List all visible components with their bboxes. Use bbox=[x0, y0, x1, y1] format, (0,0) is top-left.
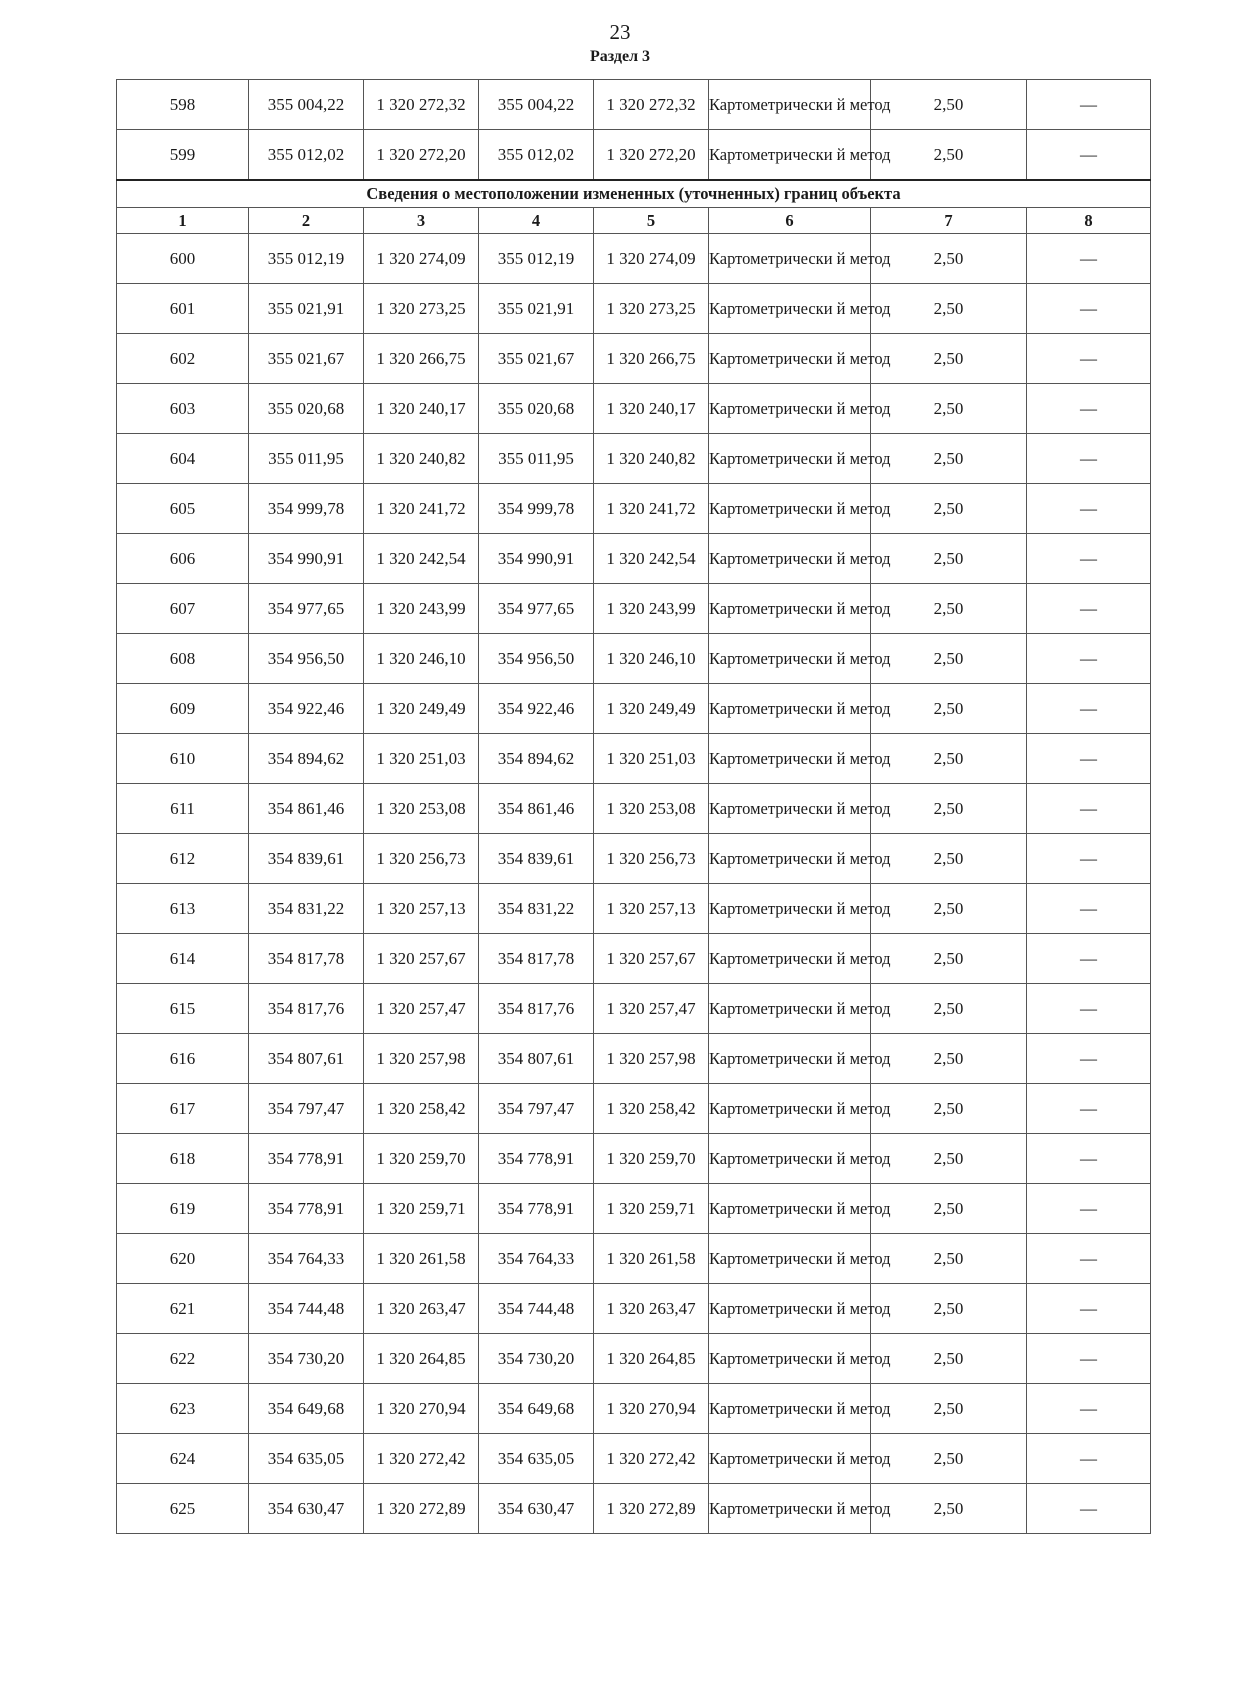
table-row bbox=[117, 384, 1151, 434]
table-row bbox=[117, 834, 1151, 884]
accuracy-cell: 2,50 bbox=[871, 1184, 1027, 1234]
y-coordinate-cell: 1 320 241,72 bbox=[364, 484, 479, 534]
x-coordinate-new-cell: 355 012,02 bbox=[479, 130, 594, 181]
y-coordinate-cell: 1 320 263,47 bbox=[364, 1284, 479, 1334]
method-cell: Картометрически й метод bbox=[709, 80, 871, 130]
point-number-cell: 621 bbox=[117, 1284, 249, 1334]
table-row bbox=[117, 80, 1151, 130]
method-cell: Картометрически й метод bbox=[709, 1084, 871, 1134]
y-coordinate-cell: 1 320 253,08 bbox=[364, 784, 479, 834]
accuracy-cell: 2,50 bbox=[871, 234, 1027, 284]
column-header: 7 bbox=[871, 208, 1027, 234]
table-row bbox=[117, 584, 1151, 634]
x-coordinate-new-cell: 354 861,46 bbox=[479, 784, 594, 834]
method-cell: Картометрически й метод bbox=[709, 1434, 871, 1484]
x-coordinate-new-cell: 354 807,61 bbox=[479, 1034, 594, 1084]
accuracy-cell: 2,50 bbox=[871, 1284, 1027, 1334]
point-number-cell: 613 bbox=[117, 884, 249, 934]
y-coordinate-new-cell: 1 320 240,82 bbox=[594, 434, 709, 484]
x-coordinate-new-cell: 355 011,95 bbox=[479, 434, 594, 484]
x-coordinate-cell: 354 990,91 bbox=[249, 534, 364, 584]
table-row bbox=[117, 984, 1151, 1034]
accuracy-cell: 2,50 bbox=[871, 334, 1027, 384]
method-cell: Картометрически й метод bbox=[709, 1284, 871, 1334]
accuracy-cell: 2,50 bbox=[871, 684, 1027, 734]
y-coordinate-cell: 1 320 259,71 bbox=[364, 1184, 479, 1234]
table-row bbox=[117, 484, 1151, 534]
x-coordinate-cell: 354 839,61 bbox=[249, 834, 364, 884]
table-row bbox=[117, 1184, 1151, 1234]
table-row bbox=[117, 1284, 1151, 1334]
accuracy-cell: 2,50 bbox=[871, 884, 1027, 934]
x-coordinate-new-cell: 354 778,91 bbox=[479, 1134, 594, 1184]
point-number-cell: 611 bbox=[117, 784, 249, 834]
method-cell: Картометрически й метод bbox=[709, 1184, 871, 1234]
x-coordinate-new-cell: 354 817,78 bbox=[479, 934, 594, 984]
accuracy-cell: 2,50 bbox=[871, 934, 1027, 984]
x-coordinate-new-cell: 354 744,48 bbox=[479, 1284, 594, 1334]
x-coordinate-new-cell: 355 021,91 bbox=[479, 284, 594, 334]
point-number-cell: 604 bbox=[117, 434, 249, 484]
description-cell: — bbox=[1027, 334, 1151, 384]
table-row bbox=[117, 1084, 1151, 1134]
table-row bbox=[117, 784, 1151, 834]
point-number-cell: 624 bbox=[117, 1434, 249, 1484]
method-cell: Картометрически й метод bbox=[709, 984, 871, 1034]
table-row bbox=[117, 634, 1151, 684]
table-row bbox=[117, 234, 1151, 284]
x-coordinate-new-cell: 354 831,22 bbox=[479, 884, 594, 934]
y-coordinate-new-cell: 1 320 257,98 bbox=[594, 1034, 709, 1084]
y-coordinate-cell: 1 320 272,42 bbox=[364, 1434, 479, 1484]
description-cell: — bbox=[1027, 130, 1151, 181]
method-cell: Картометрически й метод bbox=[709, 734, 871, 784]
point-number-cell: 601 bbox=[117, 284, 249, 334]
y-coordinate-new-cell: 1 320 257,47 bbox=[594, 984, 709, 1034]
description-cell: — bbox=[1027, 1284, 1151, 1334]
point-number-cell: 602 bbox=[117, 334, 249, 384]
x-coordinate-new-cell: 354 839,61 bbox=[479, 834, 594, 884]
point-number-cell: 619 bbox=[117, 1184, 249, 1234]
x-coordinate-cell: 354 807,61 bbox=[249, 1034, 364, 1084]
x-coordinate-new-cell: 355 020,68 bbox=[479, 384, 594, 434]
x-coordinate-new-cell: 354 649,68 bbox=[479, 1384, 594, 1434]
y-coordinate-cell: 1 320 272,32 bbox=[364, 80, 479, 130]
y-coordinate-new-cell: 1 320 240,17 bbox=[594, 384, 709, 434]
x-coordinate-new-cell: 354 999,78 bbox=[479, 484, 594, 534]
accuracy-cell: 2,50 bbox=[871, 1084, 1027, 1134]
method-cell: Картометрически й метод bbox=[709, 884, 871, 934]
y-coordinate-cell: 1 320 242,54 bbox=[364, 534, 479, 584]
column-header: 6 bbox=[709, 208, 871, 234]
table-row bbox=[117, 1034, 1151, 1084]
method-cell: Картометрически й метод bbox=[709, 1134, 871, 1184]
x-coordinate-cell: 355 012,19 bbox=[249, 234, 364, 284]
table-row bbox=[117, 534, 1151, 584]
x-coordinate-new-cell: 354 630,47 bbox=[479, 1484, 594, 1534]
description-cell: — bbox=[1027, 1384, 1151, 1434]
y-coordinate-cell: 1 320 240,82 bbox=[364, 434, 479, 484]
accuracy-cell: 2,50 bbox=[871, 130, 1027, 181]
y-coordinate-cell: 1 320 249,49 bbox=[364, 684, 479, 734]
point-number-cell: 612 bbox=[117, 834, 249, 884]
y-coordinate-new-cell: 1 320 249,49 bbox=[594, 684, 709, 734]
table-row bbox=[117, 1134, 1151, 1184]
point-number-cell: 617 bbox=[117, 1084, 249, 1134]
description-cell: — bbox=[1027, 934, 1151, 984]
description-cell: — bbox=[1027, 1184, 1151, 1234]
x-coordinate-new-cell: 354 817,76 bbox=[479, 984, 594, 1034]
method-cell: Картометрически й метод bbox=[709, 584, 871, 634]
y-coordinate-cell: 1 320 257,67 bbox=[364, 934, 479, 984]
method-cell: Картометрически й метод bbox=[709, 834, 871, 884]
y-coordinate-new-cell: 1 320 242,54 bbox=[594, 534, 709, 584]
description-cell: — bbox=[1027, 284, 1151, 334]
x-coordinate-new-cell: 355 021,67 bbox=[479, 334, 594, 384]
accuracy-cell: 2,50 bbox=[871, 984, 1027, 1034]
x-coordinate-cell: 354 635,05 bbox=[249, 1434, 364, 1484]
method-cell: Картометрически й метод bbox=[709, 384, 871, 434]
x-coordinate-new-cell: 354 797,47 bbox=[479, 1084, 594, 1134]
point-number-cell: 620 bbox=[117, 1234, 249, 1284]
y-coordinate-cell: 1 320 258,42 bbox=[364, 1084, 479, 1134]
point-number-cell: 603 bbox=[117, 384, 249, 434]
y-coordinate-new-cell: 1 320 264,85 bbox=[594, 1334, 709, 1384]
description-cell: — bbox=[1027, 984, 1151, 1034]
point-number-cell: 600 bbox=[117, 234, 249, 284]
table-row bbox=[117, 1384, 1151, 1434]
x-coordinate-cell: 354 861,46 bbox=[249, 784, 364, 834]
x-coordinate-cell: 354 922,46 bbox=[249, 684, 364, 734]
accuracy-cell: 2,50 bbox=[871, 1384, 1027, 1434]
y-coordinate-cell: 1 320 266,75 bbox=[364, 334, 479, 384]
description-cell: — bbox=[1027, 1084, 1151, 1134]
point-number-cell: 599 bbox=[117, 130, 249, 181]
point-number-cell: 610 bbox=[117, 734, 249, 784]
rows-main bbox=[117, 234, 1151, 1534]
x-coordinate-cell: 354 817,78 bbox=[249, 934, 364, 984]
y-coordinate-cell: 1 320 270,94 bbox=[364, 1384, 479, 1434]
table-row bbox=[117, 734, 1151, 784]
description-cell: — bbox=[1027, 1434, 1151, 1484]
y-coordinate-new-cell: 1 320 246,10 bbox=[594, 634, 709, 684]
x-coordinate-new-cell: 354 635,05 bbox=[479, 1434, 594, 1484]
method-cell: Картометрически й метод bbox=[709, 684, 871, 734]
table-row bbox=[117, 1484, 1151, 1534]
x-coordinate-cell: 354 630,47 bbox=[249, 1484, 364, 1534]
y-coordinate-new-cell: 1 320 274,09 bbox=[594, 234, 709, 284]
accuracy-cell: 2,50 bbox=[871, 834, 1027, 884]
method-cell: Картометрически й метод bbox=[709, 484, 871, 534]
description-cell: — bbox=[1027, 434, 1151, 484]
description-cell: — bbox=[1027, 80, 1151, 130]
accuracy-cell: 2,50 bbox=[871, 534, 1027, 584]
x-coordinate-cell: 354 764,33 bbox=[249, 1234, 364, 1284]
y-coordinate-cell: 1 320 257,98 bbox=[364, 1034, 479, 1084]
description-cell: — bbox=[1027, 1234, 1151, 1284]
x-coordinate-cell: 355 021,91 bbox=[249, 284, 364, 334]
accuracy-cell: 2,50 bbox=[871, 634, 1027, 684]
column-header: 2 bbox=[249, 208, 364, 234]
x-coordinate-new-cell: 354 730,20 bbox=[479, 1334, 594, 1384]
y-coordinate-new-cell: 1 320 272,32 bbox=[594, 80, 709, 130]
x-coordinate-new-cell: 354 894,62 bbox=[479, 734, 594, 784]
y-coordinate-new-cell: 1 320 270,94 bbox=[594, 1384, 709, 1434]
point-number-cell: 598 bbox=[117, 80, 249, 130]
accuracy-cell: 2,50 bbox=[871, 284, 1027, 334]
point-number-cell: 623 bbox=[117, 1384, 249, 1434]
y-coordinate-new-cell: 1 320 243,99 bbox=[594, 584, 709, 634]
description-cell: — bbox=[1027, 584, 1151, 634]
method-cell: Картометрически й метод bbox=[709, 534, 871, 584]
accuracy-cell: 2,50 bbox=[871, 384, 1027, 434]
point-number-cell: 625 bbox=[117, 1484, 249, 1534]
x-coordinate-new-cell: 354 977,65 bbox=[479, 584, 594, 634]
description-cell: — bbox=[1027, 534, 1151, 584]
y-coordinate-cell: 1 320 240,17 bbox=[364, 384, 479, 434]
description-cell: — bbox=[1027, 684, 1151, 734]
x-coordinate-cell: 354 817,76 bbox=[249, 984, 364, 1034]
point-number-cell: 616 bbox=[117, 1034, 249, 1084]
y-coordinate-cell: 1 320 272,20 bbox=[364, 130, 479, 181]
x-coordinate-cell: 354 956,50 bbox=[249, 634, 364, 684]
x-coordinate-cell: 355 011,95 bbox=[249, 434, 364, 484]
accuracy-cell: 2,50 bbox=[871, 484, 1027, 534]
y-coordinate-cell: 1 320 259,70 bbox=[364, 1134, 479, 1184]
section-title: Раздел 3 bbox=[589, 48, 651, 65]
table-row bbox=[117, 934, 1151, 984]
accuracy-cell: 2,50 bbox=[871, 434, 1027, 484]
point-number-cell: 608 bbox=[117, 634, 249, 684]
x-coordinate-cell: 354 744,48 bbox=[249, 1284, 364, 1334]
method-cell: Картометрически й метод bbox=[709, 1234, 871, 1284]
table-row bbox=[117, 1334, 1151, 1384]
point-number-cell: 607 bbox=[117, 584, 249, 634]
accuracy-cell: 2,50 bbox=[871, 784, 1027, 834]
table-row bbox=[117, 1434, 1151, 1484]
accuracy-cell: 2,50 bbox=[871, 584, 1027, 634]
method-cell: Картометрически й метод bbox=[709, 1034, 871, 1084]
method-cell: Картометрически й метод bbox=[709, 284, 871, 334]
x-coordinate-new-cell: 354 922,46 bbox=[479, 684, 594, 734]
x-coordinate-cell: 354 977,65 bbox=[249, 584, 364, 634]
x-coordinate-cell: 354 778,91 bbox=[249, 1134, 364, 1184]
x-coordinate-new-cell: 355 004,22 bbox=[479, 80, 594, 130]
y-coordinate-new-cell: 1 320 272,20 bbox=[594, 130, 709, 181]
table-row bbox=[117, 1234, 1151, 1284]
x-coordinate-new-cell: 354 764,33 bbox=[479, 1234, 594, 1284]
y-coordinate-cell: 1 320 274,09 bbox=[364, 234, 479, 284]
coordinates-table bbox=[116, 79, 1151, 1534]
point-number-cell: 622 bbox=[117, 1334, 249, 1384]
x-coordinate-cell: 355 021,67 bbox=[249, 334, 364, 384]
method-cell: Картометрически й метод bbox=[709, 234, 871, 284]
point-number-cell: 609 bbox=[117, 684, 249, 734]
y-coordinate-new-cell: 1 320 258,42 bbox=[594, 1084, 709, 1134]
description-cell: — bbox=[1027, 1334, 1151, 1384]
table-caption-row bbox=[117, 180, 1151, 208]
accuracy-cell: 2,50 bbox=[871, 734, 1027, 784]
y-coordinate-cell: 1 320 264,85 bbox=[364, 1334, 479, 1384]
accuracy-cell: 2,50 bbox=[871, 1484, 1027, 1534]
y-coordinate-cell: 1 320 243,99 bbox=[364, 584, 479, 634]
y-coordinate-new-cell: 1 320 272,89 bbox=[594, 1484, 709, 1534]
accuracy-cell: 2,50 bbox=[871, 1034, 1027, 1084]
description-cell: — bbox=[1027, 1134, 1151, 1184]
x-coordinate-new-cell: 354 990,91 bbox=[479, 534, 594, 584]
table-row bbox=[117, 684, 1151, 734]
y-coordinate-new-cell: 1 320 259,70 bbox=[594, 1134, 709, 1184]
column-header: 4 bbox=[479, 208, 594, 234]
x-coordinate-new-cell: 354 778,91 bbox=[479, 1184, 594, 1234]
table-row bbox=[117, 434, 1151, 484]
description-cell: — bbox=[1027, 384, 1151, 434]
point-number-cell: 614 bbox=[117, 934, 249, 984]
x-coordinate-cell: 355 020,68 bbox=[249, 384, 364, 434]
accuracy-cell: 2,50 bbox=[871, 80, 1027, 130]
y-coordinate-cell: 1 320 256,73 bbox=[364, 834, 479, 884]
table-row bbox=[117, 130, 1151, 181]
y-coordinate-new-cell: 1 320 253,08 bbox=[594, 784, 709, 834]
accuracy-cell: 2,50 bbox=[871, 1234, 1027, 1284]
y-coordinate-new-cell: 1 320 257,67 bbox=[594, 934, 709, 984]
method-cell: Картометрически й метод bbox=[709, 1334, 871, 1384]
x-coordinate-cell: 354 894,62 bbox=[249, 734, 364, 784]
x-coordinate-cell: 355 012,02 bbox=[249, 130, 364, 181]
table-caption: Сведения о местоположении измененных (уточненных) границ объекта bbox=[117, 180, 1151, 208]
method-cell: Картометрически й метод bbox=[709, 1384, 871, 1434]
y-coordinate-new-cell: 1 320 266,75 bbox=[594, 334, 709, 384]
column-header: 5 bbox=[594, 208, 709, 234]
column-header: 3 bbox=[364, 208, 479, 234]
method-cell: Картометрически й метод bbox=[709, 784, 871, 834]
y-coordinate-new-cell: 1 320 272,42 bbox=[594, 1434, 709, 1484]
rows-before bbox=[117, 80, 1151, 181]
x-coordinate-cell: 354 649,68 bbox=[249, 1384, 364, 1434]
page-number: 23 bbox=[609, 20, 631, 44]
method-cell: Картометрически й метод bbox=[709, 434, 871, 484]
point-number-cell: 606 bbox=[117, 534, 249, 584]
description-cell: — bbox=[1027, 784, 1151, 834]
table-row bbox=[117, 884, 1151, 934]
y-coordinate-new-cell: 1 320 251,03 bbox=[594, 734, 709, 784]
table-row bbox=[117, 284, 1151, 334]
accuracy-cell: 2,50 bbox=[871, 1434, 1027, 1484]
y-coordinate-cell: 1 320 251,03 bbox=[364, 734, 479, 784]
y-coordinate-cell: 1 320 272,89 bbox=[364, 1484, 479, 1534]
point-number-cell: 605 bbox=[117, 484, 249, 534]
y-coordinate-new-cell: 1 320 241,72 bbox=[594, 484, 709, 534]
description-cell: — bbox=[1027, 484, 1151, 534]
y-coordinate-new-cell: 1 320 273,25 bbox=[594, 284, 709, 334]
column-header: 8 bbox=[1027, 208, 1151, 234]
y-coordinate-cell: 1 320 261,58 bbox=[364, 1234, 479, 1284]
y-coordinate-new-cell: 1 320 261,58 bbox=[594, 1234, 709, 1284]
column-header-row bbox=[117, 208, 1151, 234]
y-coordinate-new-cell: 1 320 259,71 bbox=[594, 1184, 709, 1234]
description-cell: — bbox=[1027, 1484, 1151, 1534]
x-coordinate-cell: 354 778,91 bbox=[249, 1184, 364, 1234]
description-cell: — bbox=[1027, 834, 1151, 884]
y-coordinate-new-cell: 1 320 256,73 bbox=[594, 834, 709, 884]
y-coordinate-cell: 1 320 273,25 bbox=[364, 284, 479, 334]
method-cell: Картометрически й метод bbox=[709, 1484, 871, 1534]
description-cell: — bbox=[1027, 234, 1151, 284]
accuracy-cell: 2,50 bbox=[871, 1334, 1027, 1384]
description-cell: — bbox=[1027, 1034, 1151, 1084]
x-coordinate-cell: 354 999,78 bbox=[249, 484, 364, 534]
table-row bbox=[117, 334, 1151, 384]
description-cell: — bbox=[1027, 634, 1151, 684]
x-coordinate-cell: 354 831,22 bbox=[249, 884, 364, 934]
y-coordinate-cell: 1 320 257,13 bbox=[364, 884, 479, 934]
description-cell: — bbox=[1027, 884, 1151, 934]
column-header: 1 bbox=[117, 208, 249, 234]
y-coordinate-new-cell: 1 320 263,47 bbox=[594, 1284, 709, 1334]
description-cell: — bbox=[1027, 734, 1151, 784]
method-cell: Картометрически й метод bbox=[709, 334, 871, 384]
method-cell: Картометрически й метод bbox=[709, 130, 871, 181]
accuracy-cell: 2,50 bbox=[871, 1134, 1027, 1184]
method-cell: Картометрически й метод bbox=[709, 634, 871, 684]
x-coordinate-new-cell: 355 012,19 bbox=[479, 234, 594, 284]
y-coordinate-cell: 1 320 246,10 bbox=[364, 634, 479, 684]
table-header-block bbox=[117, 180, 1151, 234]
x-coordinate-cell: 354 730,20 bbox=[249, 1334, 364, 1384]
point-number-cell: 618 bbox=[117, 1134, 249, 1184]
x-coordinate-cell: 354 797,47 bbox=[249, 1084, 364, 1134]
method-cell: Картометрически й метод bbox=[709, 934, 871, 984]
point-number-cell: 615 bbox=[117, 984, 249, 1034]
x-coordinate-new-cell: 354 956,50 bbox=[479, 634, 594, 684]
y-coordinate-new-cell: 1 320 257,13 bbox=[594, 884, 709, 934]
y-coordinate-cell: 1 320 257,47 bbox=[364, 984, 479, 1034]
x-coordinate-cell: 355 004,22 bbox=[249, 80, 364, 130]
